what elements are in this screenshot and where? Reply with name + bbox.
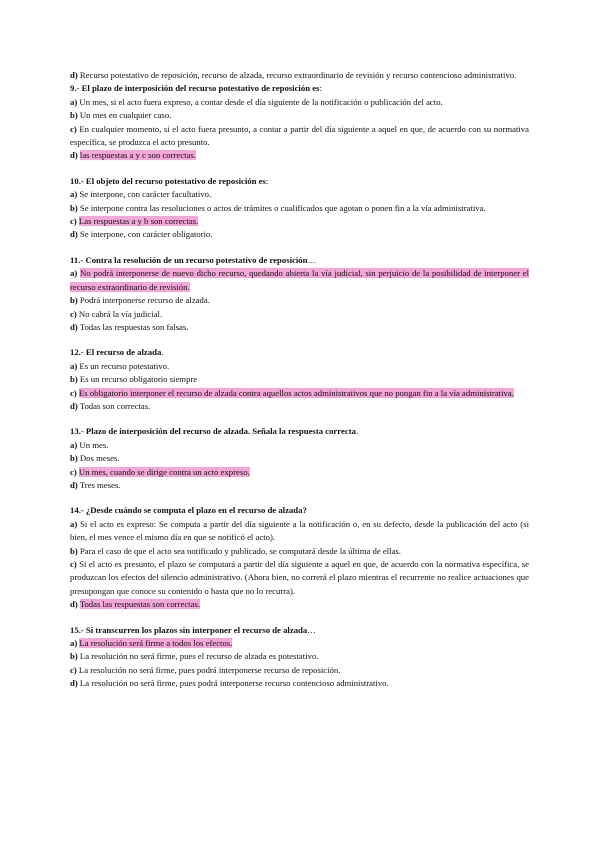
option-b: b) Para el caso de que el acto sea notificado y publicado, se computará desde la última de ellas.	[70, 545, 401, 556]
option-d: d) Se interpone, con carácter obligatorio.	[70, 229, 213, 240]
option-d: d) Tres meses.	[70, 479, 121, 490]
question-title: 15.- Si transcurren los plazos sin interponer el recurso de alzada…	[70, 624, 316, 635]
answer-highlight: las respuestas a y c son correctas.	[79, 150, 196, 161]
document-page	[70, 69, 529, 703]
option-d-correct: d) las respuestas a y c son correctas.	[70, 150, 196, 161]
question-title: 13.- Plazo de interposición del recurso de alzada. Señala la respuesta correcta.	[70, 426, 359, 437]
option-c: c) No cabrá la vía judicial.	[70, 308, 163, 319]
question-title: 10.- El objeto del recurso potestativo de reposición es:	[70, 175, 269, 186]
question-title: 12.- El recurso de alzada.	[70, 347, 164, 358]
question-12	[70, 346, 529, 413]
option-b: b) Un mes en cualquier caso.	[70, 110, 172, 121]
option-c-correct: c) Un mes, cuando se dirige contra un acto expreso.	[70, 466, 250, 477]
option-b: b) Se interpone contra las resoluciones o actos de trámites o cualificados que agotan o ponen fin a la vía administrativa.	[70, 202, 486, 213]
answer-highlight: La resolución será firme a todos los efectos.	[79, 638, 233, 649]
question-14	[70, 504, 529, 611]
option-c: c) Si el acto es presunto, el plazo se computará a partir del día siguiente a aquel en que, de acuerdo con la normativa específica, se produzcan los efectos del silencio administrativo. (Ahora bien, no correrá el plazo mientras el recurrente no realice actuaciones que presupongan que conoce su contenido o hasta que no lo recurra).	[70, 559, 529, 596]
option-b: b) Es un recurso obligatorio siempre	[70, 374, 198, 385]
answer-highlight: Todas las respuestas son correctas.	[79, 599, 201, 610]
option-a: a) Es un recurso potestativo.	[70, 360, 170, 371]
option-letter: d)	[70, 70, 78, 80]
option-a: a) Si el acto es expreso: Se computa a partir del día siguiente a la notificación o, en su defecto, desde la publicación del acto (si bien, el mes vence el mismo día en que se notificó el acto).	[70, 518, 529, 543]
answer-highlight: Un mes, cuando se dirige contra un acto expreso.	[78, 466, 250, 477]
option-d: d) La resolución no será firme, pues podrá interponerse recurso contencioso administrativo.	[70, 678, 389, 689]
option-a: a) Se interpone, con carácter facultativo.	[70, 189, 212, 200]
option-a: a) Un mes, si el acto fuera expreso, a contar desde el día siguiente de la notificación o publicación del acto.	[70, 96, 443, 107]
option-c: c) La resolución no será firme, pues podrá interponerse recurso de reposición.	[70, 664, 341, 675]
question-title: 14.- ¿Desde cuándo se computa el plazo en el recurso de alzada?	[70, 505, 307, 516]
question-15	[70, 624, 529, 691]
option-a-correct: a) No podrá interponerse de nuevo dicho recurso, quedando abierta la vía judicial, sin perjuicio de la posibilidad de interponer el recurso extraordinario de revisión.	[70, 268, 529, 292]
top-answer-d	[70, 69, 529, 82]
option-d-correct: d) Todas las respuestas son correctas.	[70, 599, 201, 610]
question-13	[70, 425, 529, 492]
question-10	[70, 175, 529, 242]
question-title: 11.- Contra la resolución de un recurso potestativo de reposición…	[70, 254, 317, 265]
option-text: Recurso potestativo de reposición, recurso de alzada, recurso extraordinario de revisión y recurso contencioso administrativo.	[79, 70, 517, 80]
option-d: d) Todas las respuestas son falsas.	[70, 321, 189, 332]
answer-highlight: No podrá interponerse de nuevo dicho recurso, quedando abierta la vía judicial, sin perjuicio de la posibilidad de interponer el recurso extraordinario de revisión.	[70, 268, 529, 292]
question-11	[70, 254, 529, 334]
option-a: a) Un mes.	[70, 439, 109, 450]
option-c: c) En cualquier momento, si el acto fuera presunto, a contar a partir del día siguiente a aquel en que, de acuerdo con su normativa específica, se produzca el acto presunto.	[70, 123, 530, 148]
option-b: b) Podrá interponerse recurso de alzada.	[70, 295, 210, 306]
question-title: 9.- El plazo de interposición del recurso potestativo de reposición es:	[70, 83, 322, 94]
option-d: d) Todas son correctas.	[70, 400, 151, 411]
option-a-correct: a) La resolución será firme a todos los efectos.	[70, 638, 233, 649]
option-c-correct: c) Es obligatorio interponer el recurso de alzada contra aquellos actos administrativos que no pongan fin a la vía administrativa.	[70, 387, 514, 398]
option-c-correct: c) Las respuestas a y b son correctas.	[70, 216, 199, 227]
option-b: b) Dos meses.	[70, 453, 120, 464]
question-9	[70, 82, 529, 162]
answer-highlight: Es obligatorio interponer el recurso de alzada contra aquellos actos administrativos que no pongan fin a la vía administrativa.	[78, 387, 514, 398]
answer-highlight: Las respuestas a y b son correctas.	[78, 216, 199, 227]
option-b: b) La resolución no será firme, pues el recurso de alzada es potestativo.	[70, 651, 319, 662]
